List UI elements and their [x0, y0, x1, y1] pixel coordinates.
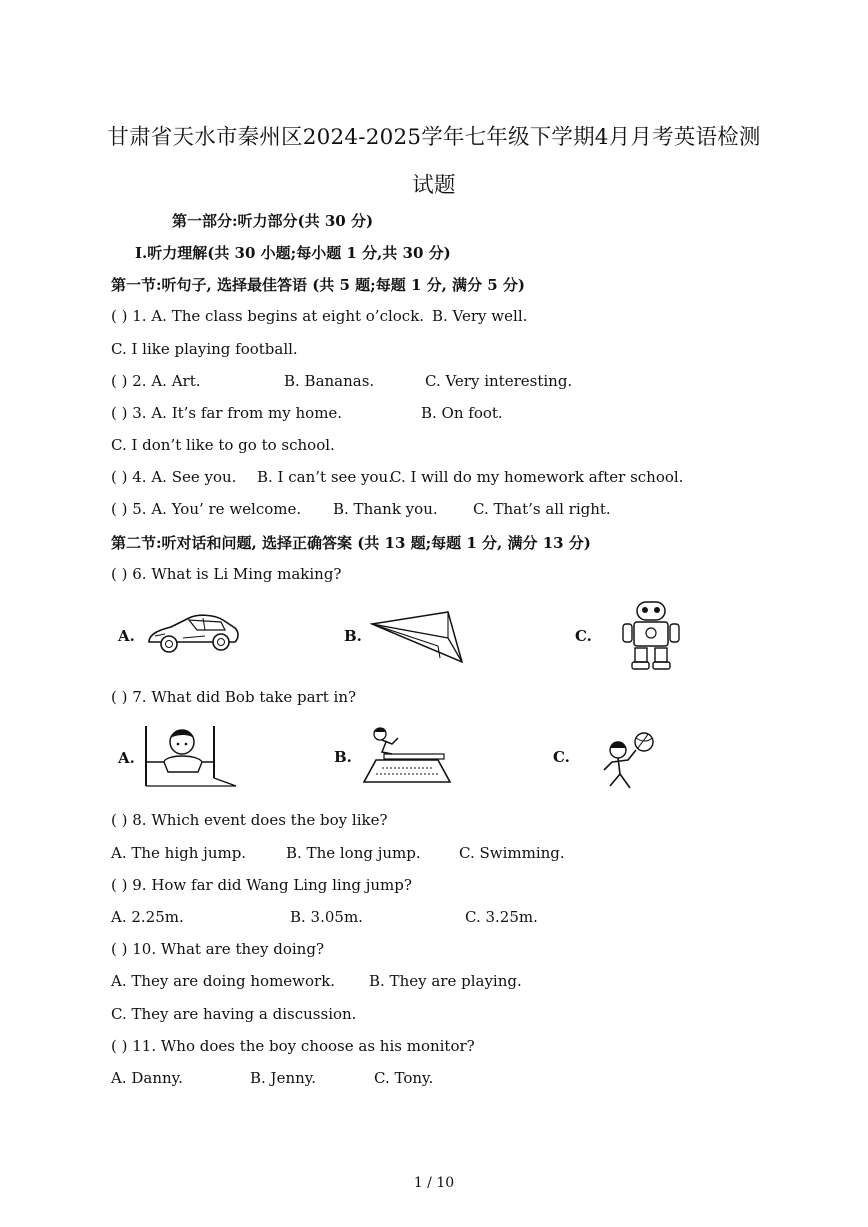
robot-icon [620, 598, 682, 672]
q5-option-b: B. Thank you. [333, 500, 438, 518]
part1-heading: 第一部分:听力部分(共 30 分) [172, 212, 374, 230]
q1-stem: ( ) 1. A. The class begins at eight o’clock. [111, 307, 425, 325]
q3-option-c: C. I don’t like to go to school. [111, 436, 335, 454]
q5-option-c: C. That’s all right. [473, 500, 611, 518]
q10-option-a: A. They are doing homework. [111, 972, 336, 990]
q11-option-c: C. Tony. [374, 1069, 434, 1087]
q4-option-c: C. I will do my homework after school. [390, 468, 684, 486]
page-title-continued: 试题 [412, 173, 456, 198]
q8-option-a: A. The high jump. [111, 844, 247, 862]
q6-stem: ( ) 6. What is Li Ming making? [111, 565, 342, 583]
q3-option-b: B. On foot. [421, 404, 503, 422]
q9-option-b: B. 3.05m. [290, 908, 363, 926]
q1-option-b: B. Very well. [432, 307, 528, 325]
q9-option-c: C. 3.25m. [465, 908, 538, 926]
long-jump-icon [362, 724, 454, 786]
q3-stem: ( ) 3. A. It’s far from my home. [111, 404, 343, 422]
sub1-heading: 第一节:听句子, 选择最佳答语 (共 5 题;每题 1 分, 满分 5 分) [111, 276, 526, 294]
q11-option-b: B. Jenny. [250, 1069, 317, 1087]
q10-option-c: C. They are having a discussion. [111, 1005, 357, 1023]
q7-option-a-label: A. [118, 749, 135, 767]
q8-option-b: B. The long jump. [286, 844, 421, 862]
q7-option-c-label: C. [553, 748, 570, 766]
q4-option-b: B. I can’t see you. [257, 468, 393, 486]
q2-option-c: C. Very interesting. [425, 372, 573, 390]
q2-stem: ( ) 2. A. Art. [111, 372, 201, 390]
q11-stem: ( ) 11. Who does the boy choose as his monitor? [111, 1037, 475, 1055]
section1-heading: I.听力理解(共 30 小题;每小题 1 分,共 30 分) [135, 244, 451, 262]
q8-stem: ( ) 8. Which event does the boy like? [111, 811, 388, 829]
page-title: 甘肃省天水市秦州区2024-2025学年七年级下学期4月月考英语检测 [107, 125, 761, 150]
q1-option-c: C. I like playing football. [111, 340, 298, 358]
volleyball-player-icon [598, 728, 660, 796]
q5-stem: ( ) 5. A. You’ re welcome. [111, 500, 302, 518]
q9-option-a: A. 2.25m. [111, 908, 184, 926]
q6-option-a-label: A. [118, 627, 135, 645]
paper-plane-icon [370, 610, 465, 666]
high-jump-icon [140, 722, 240, 790]
q2-option-b: B. Bananas. [284, 372, 375, 390]
q8-option-c: C. Swimming. [459, 844, 565, 862]
q6-option-b-label: B. [344, 627, 362, 645]
q6-option-c-label: C. [575, 627, 592, 645]
q9-stem: ( ) 9. How far did Wang Ling ling jump? [111, 876, 412, 894]
toy-car-icon [145, 610, 240, 656]
q10-stem: ( ) 10. What are they doing? [111, 940, 324, 958]
page-number: 1 / 10 [413, 1175, 455, 1191]
q7-option-b-label: B. [334, 748, 352, 766]
q11-option-a: A. Danny. [111, 1069, 183, 1087]
sub2-heading: 第二节:听对话和问题, 选择正确答案 (共 13 题;每题 1 分, 满分 13 分) [111, 534, 591, 552]
q7-stem: ( ) 7. What did Bob take part in? [111, 688, 357, 706]
q4-stem: ( ) 4. A. See you. [111, 468, 237, 486]
q10-option-b: B. They are playing. [369, 972, 522, 990]
